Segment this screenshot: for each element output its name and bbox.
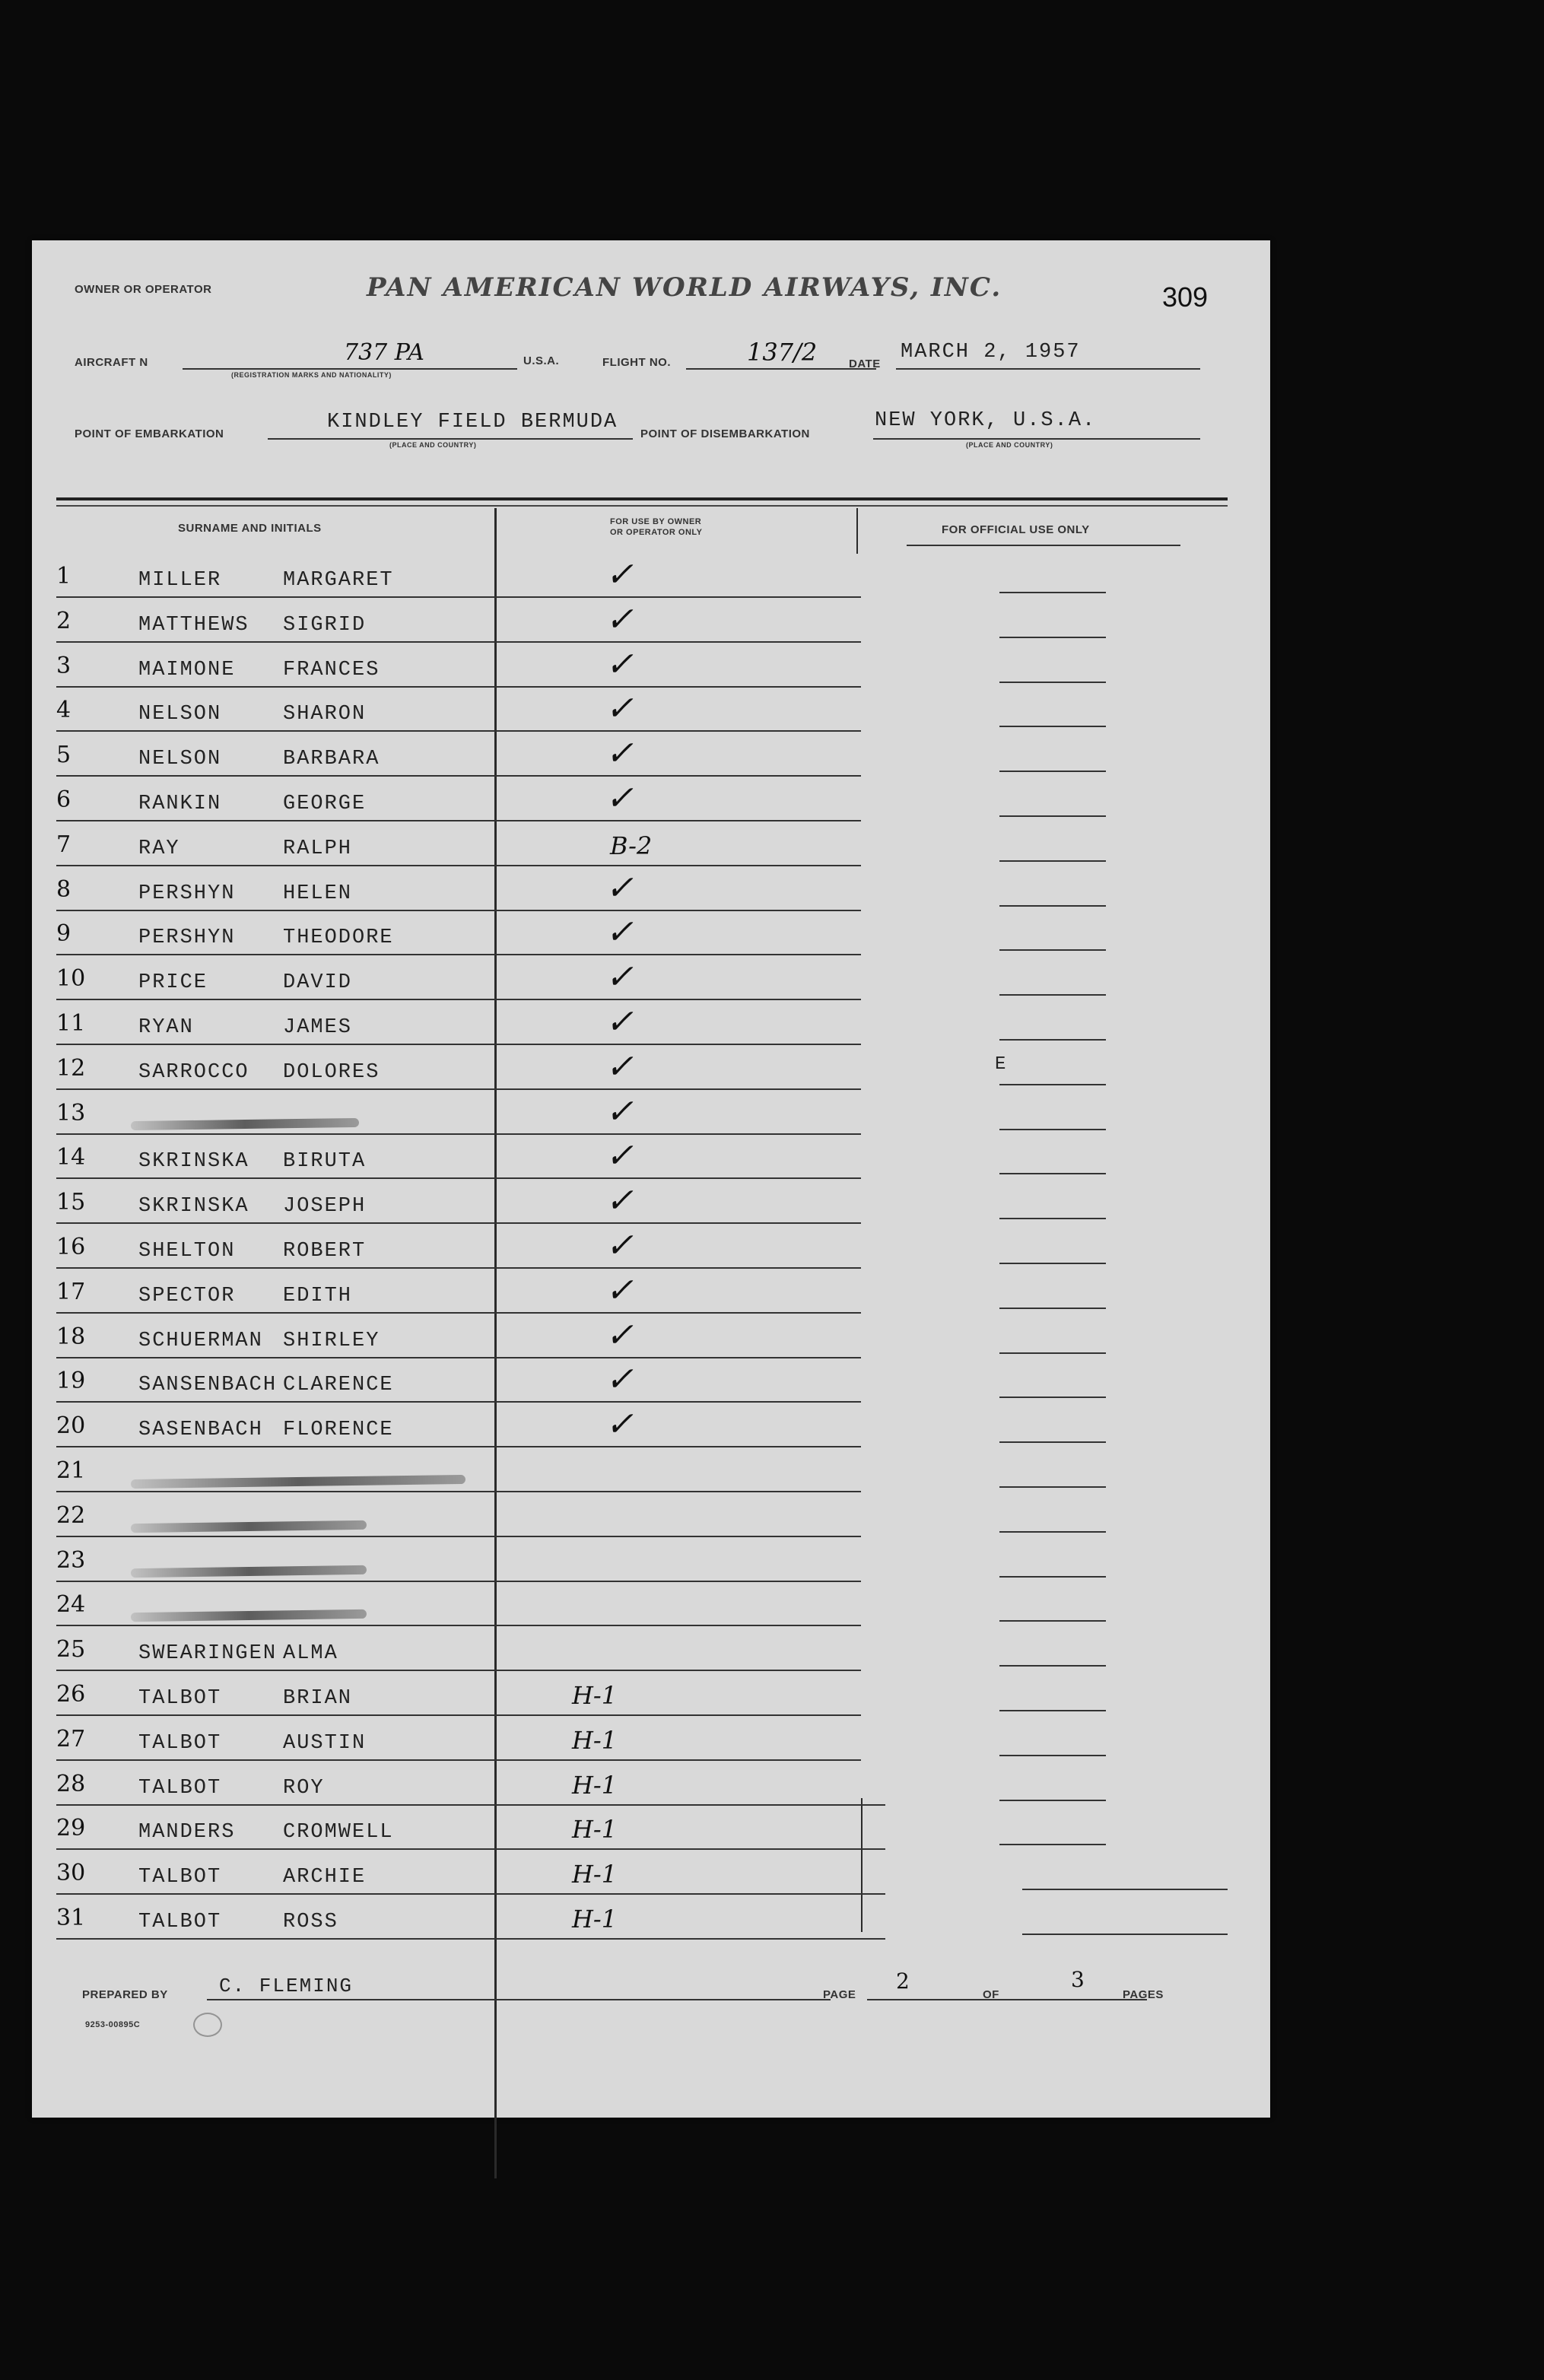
prepared-value: C. FLEMING <box>219 1975 354 1997</box>
official-rule <box>999 682 1106 683</box>
passenger-given-name: ALMA <box>283 1642 338 1665</box>
row-number: 11 <box>56 1010 86 1037</box>
pages-label: PAGES <box>1123 1988 1164 2001</box>
row-rule <box>56 1536 861 1537</box>
official-rule <box>999 860 1106 862</box>
row-number: 15 <box>56 1189 86 1215</box>
redaction-scribble <box>131 1565 367 1578</box>
page-value: 2 <box>896 1969 910 1994</box>
official-rule <box>999 1441 1106 1443</box>
passenger-surname: SWEARINGEN <box>138 1642 278 1665</box>
row-rule <box>56 1267 861 1269</box>
owner-mark: ✓ <box>605 869 634 907</box>
passenger-surname: TALBOT <box>138 1732 222 1755</box>
page-stamp: 309 <box>1162 281 1209 313</box>
official-rule <box>1022 1889 1228 1890</box>
row-number: 30 <box>56 1860 86 1886</box>
passenger-surname: TALBOT <box>138 1866 222 1889</box>
row-rule <box>56 1848 885 1850</box>
flight-label: FLIGHT NO. <box>602 356 671 369</box>
passenger-surname: MILLER <box>138 569 222 592</box>
owner-mark: H-1 <box>572 1726 618 1755</box>
row-number: 18 <box>56 1323 86 1350</box>
passenger-surname: SCHUERMAN <box>138 1330 263 1352</box>
row-number: 21 <box>56 1457 86 1484</box>
official-rule <box>999 592 1106 593</box>
flight-value: 137/2 <box>747 338 818 367</box>
passenger-given-name: ROSS <box>283 1911 338 1934</box>
passenger-surname: MAIMONE <box>138 659 236 682</box>
row-number: 14 <box>56 1144 86 1171</box>
official-rule <box>999 1308 1106 1309</box>
passenger-given-name: FLORENCE <box>283 1419 394 1441</box>
aircraft-underline <box>183 368 517 370</box>
row-number: 25 <box>56 1636 86 1663</box>
company-name: PAN AMERICAN WORLD AIRWAYS, INC. <box>367 272 1002 303</box>
official-rule <box>999 1173 1106 1174</box>
owner-mark: H-1 <box>572 1681 618 1710</box>
row-number: 12 <box>56 1055 86 1082</box>
official-rule <box>999 1844 1106 1845</box>
official-rule <box>999 815 1106 817</box>
passenger-surname: SKRINSKA <box>138 1195 249 1218</box>
row-number: 2 <box>56 608 71 634</box>
owner-mark: ✓ <box>605 1136 634 1175</box>
passenger-given-name: MARGARET <box>283 569 394 592</box>
official-rule <box>999 637 1106 638</box>
passenger-surname: NELSON <box>138 748 222 771</box>
disembark-underline <box>873 438 1200 440</box>
owner-mark: ✓ <box>605 1092 634 1131</box>
owner-label: OWNER OR OPERATOR <box>75 283 212 296</box>
date-label: DATE <box>849 357 881 370</box>
passenger-surname: MATTHEWS <box>138 614 249 637</box>
row-rule <box>56 1581 861 1582</box>
official-rule <box>999 1665 1106 1667</box>
row-number: 20 <box>56 1412 86 1439</box>
row-number: 24 <box>56 1591 86 1618</box>
row-rule <box>56 730 861 732</box>
official-rule <box>999 1620 1106 1622</box>
row-rule <box>56 1401 861 1403</box>
col-owner-header-2: OR OPERATOR ONLY <box>610 528 703 537</box>
official-rule <box>999 1129 1106 1130</box>
passenger-surname: PERSHYN <box>138 926 236 949</box>
official-rule <box>999 1039 1106 1041</box>
row-number: 5 <box>56 742 71 768</box>
row-rule <box>56 1312 861 1314</box>
disembark-label: POINT OF DISEMBARKATION <box>640 427 810 440</box>
passenger-given-name: ROY <box>283 1777 325 1800</box>
row-rule <box>56 1133 861 1135</box>
official-rule <box>999 1352 1106 1354</box>
date-underline <box>896 368 1200 370</box>
row-rule <box>56 1759 861 1761</box>
owner-mark: ✓ <box>605 1226 634 1265</box>
passenger-given-name: ROBERT <box>283 1240 367 1263</box>
col-surname-header: SURNAME AND INITIALS <box>178 522 322 535</box>
embark-label: POINT OF EMBARKATION <box>75 427 224 440</box>
owner-mark: ✓ <box>605 1003 634 1041</box>
passenger-surname: SHELTON <box>138 1240 236 1263</box>
form-code: 9253-00895C <box>85 2020 141 2029</box>
passenger-given-name: EDITH <box>283 1285 353 1308</box>
official-rule <box>999 771 1106 772</box>
row-rule <box>56 1044 861 1045</box>
passenger-surname: SPECTOR <box>138 1285 236 1308</box>
passenger-given-name: THEODORE <box>283 926 394 949</box>
official-rule <box>999 994 1106 996</box>
union-label-icon <box>193 2013 222 2037</box>
passenger-given-name: DOLORES <box>283 1061 380 1084</box>
row-number: 28 <box>56 1771 86 1797</box>
owner-mark: ✓ <box>605 645 634 684</box>
official-rule <box>1022 1934 1228 1935</box>
owner-mark: ✓ <box>605 555 634 594</box>
official-rule <box>999 1263 1106 1264</box>
row-rule <box>56 1804 885 1806</box>
row-rule <box>56 999 861 1000</box>
official-rule <box>999 1710 1106 1711</box>
aircraft-sub-label: (REGISTRATION MARKS AND NATIONALITY) <box>231 371 392 379</box>
row-number: 8 <box>56 876 71 903</box>
row-rule <box>56 1893 885 1895</box>
row-number: 6 <box>56 786 71 813</box>
owner-mark: B-2 <box>610 831 653 860</box>
row-number: 3 <box>56 653 71 679</box>
row-number: 27 <box>56 1726 86 1752</box>
passenger-surname: MANDERS <box>138 1821 236 1844</box>
row-rule <box>56 775 861 777</box>
row-rule <box>56 1177 861 1179</box>
row-number: 9 <box>56 920 71 947</box>
owner-mark: H-1 <box>572 1905 618 1934</box>
embark-value: KINDLEY FIELD BERMUDA <box>327 411 618 434</box>
passenger-surname: PERSHYN <box>138 882 236 905</box>
row-rule <box>56 1446 861 1447</box>
official-rule <box>999 1531 1106 1533</box>
owner-mark: ✓ <box>605 1271 634 1310</box>
official-mark-row12: E <box>995 1054 1008 1075</box>
passenger-given-name: JOSEPH <box>283 1195 367 1218</box>
usa-label: U.S.A. <box>523 354 560 367</box>
top-rule <box>56 497 1228 500</box>
official-rule <box>999 1397 1106 1398</box>
row-rule <box>56 1088 861 1090</box>
row-rule <box>56 1491 861 1492</box>
passenger-given-name: AUSTIN <box>283 1732 367 1755</box>
official-rule <box>999 1084 1106 1085</box>
row-rule <box>56 641 861 643</box>
row-rule <box>56 596 861 598</box>
row-rule <box>56 910 861 911</box>
row-rule <box>56 954 861 955</box>
passenger-given-name: ARCHIE <box>283 1866 367 1889</box>
passenger-surname: TALBOT <box>138 1687 222 1710</box>
owner-mark: ✓ <box>605 1047 634 1086</box>
row-number: 10 <box>56 965 86 992</box>
row-number: 29 <box>56 1815 86 1841</box>
owner-mark: ✓ <box>605 734 634 773</box>
owner-mark: H-1 <box>572 1771 618 1800</box>
passenger-given-name: BARBARA <box>283 748 380 771</box>
col-divider-3 <box>861 1798 863 1932</box>
owner-mark: ✓ <box>605 689 634 728</box>
passenger-given-name: CLARENCE <box>283 1374 394 1397</box>
disembark-sub-label: (PLACE AND COUNTRY) <box>966 441 1053 449</box>
prepared-label: PREPARED BY <box>82 1988 168 2001</box>
col-owner-header-1: FOR USE BY OWNER <box>610 517 702 526</box>
owner-mark: ✓ <box>605 779 634 818</box>
passenger-surname: SARROCCO <box>138 1061 249 1084</box>
passenger-surname: PRICE <box>138 971 208 994</box>
page-label: PAGE <box>823 1988 856 2001</box>
col-divider-1 <box>494 508 497 2178</box>
official-rule <box>999 1218 1106 1219</box>
passenger-surname: SASENBACH <box>138 1419 263 1441</box>
passenger-surname: RANKIN <box>138 793 222 815</box>
row-rule <box>56 1714 861 1716</box>
embark-sub-label: (PLACE AND COUNTRY) <box>389 441 477 449</box>
row-number: 23 <box>56 1547 86 1574</box>
passenger-given-name: BRIAN <box>283 1687 353 1710</box>
col-divider-2 <box>856 508 858 554</box>
of-value: 3 <box>1071 1967 1085 1992</box>
manifest-sheet <box>32 240 1270 2118</box>
owner-mark: ✓ <box>605 1181 634 1220</box>
row-number: 17 <box>56 1279 86 1305</box>
passenger-given-name: HELEN <box>283 882 353 905</box>
row-number: 4 <box>56 697 71 723</box>
redaction-scribble <box>131 1609 367 1622</box>
official-rule <box>999 1755 1106 1756</box>
owner-mark: ✓ <box>605 913 634 952</box>
redaction-scribble <box>131 1118 359 1130</box>
passenger-surname: NELSON <box>138 703 222 726</box>
disembark-value: NEW YORK, U.S.A. <box>875 409 1097 432</box>
passenger-given-name: JAMES <box>283 1016 353 1039</box>
passenger-surname: TALBOT <box>138 1911 222 1934</box>
passenger-given-name: FRANCES <box>283 659 380 682</box>
owner-mark: ✓ <box>605 600 634 639</box>
owner-mark: H-1 <box>572 1860 618 1889</box>
row-number: 31 <box>56 1905 86 1931</box>
aircraft-value: 737 PA <box>344 339 424 366</box>
official-rule <box>999 1486 1106 1488</box>
row-rule <box>56 1625 861 1626</box>
passenger-surname: RYAN <box>138 1016 194 1039</box>
owner-mark: ✓ <box>605 958 634 996</box>
embark-underline <box>268 438 633 440</box>
row-number: 7 <box>56 831 71 858</box>
passenger-given-name: DAVID <box>283 971 353 994</box>
row-number: 19 <box>56 1368 86 1394</box>
row-rule <box>56 820 861 821</box>
official-rule <box>999 1576 1106 1578</box>
passenger-surname: TALBOT <box>138 1777 222 1800</box>
owner-mark: ✓ <box>605 1316 634 1355</box>
passenger-given-name: BIRUTA <box>283 1150 367 1173</box>
official-rule <box>999 949 1106 951</box>
passenger-given-name: SHARON <box>283 703 367 726</box>
row-rule <box>56 1670 861 1671</box>
row-rule <box>56 686 861 688</box>
row-rule <box>56 1222 861 1224</box>
of-label: OF <box>983 1988 999 2001</box>
row-number: 16 <box>56 1234 86 1260</box>
date-value: MARCH 2, 1957 <box>901 341 1081 364</box>
official-rule <box>999 726 1106 727</box>
aircraft-label: AIRCRAFT N <box>75 356 148 369</box>
col-official-header: FOR OFFICIAL USE ONLY <box>942 523 1090 536</box>
passenger-surname: RAY <box>138 837 180 860</box>
passenger-given-name: SIGRID <box>283 614 367 637</box>
owner-mark: H-1 <box>572 1815 618 1844</box>
row-number: 13 <box>56 1100 86 1126</box>
redaction-scribble <box>131 1520 367 1533</box>
owner-mark: ✓ <box>605 1360 634 1399</box>
row-number: 1 <box>56 563 71 589</box>
row-number: 26 <box>56 1681 86 1708</box>
official-rule <box>999 1800 1106 1801</box>
flight-underline <box>686 368 876 370</box>
official-rule <box>999 905 1106 907</box>
owner-mark: ✓ <box>605 1405 634 1444</box>
row-rule <box>56 865 861 866</box>
passenger-surname: SKRINSKA <box>138 1150 249 1173</box>
passenger-surname: SANSENBACH <box>138 1374 278 1397</box>
prepared-underline <box>207 1999 831 2000</box>
official-header-underline <box>907 545 1180 546</box>
row-rule <box>56 1938 885 1940</box>
passenger-given-name: SHIRLEY <box>283 1330 380 1352</box>
top-rule-thin <box>56 505 1228 507</box>
passenger-given-name: GEORGE <box>283 793 367 815</box>
row-number: 22 <box>56 1502 86 1529</box>
passenger-given-name: RALPH <box>283 837 353 860</box>
redaction-scribble <box>131 1475 465 1489</box>
passenger-given-name: CROMWELL <box>283 1821 394 1844</box>
row-rule <box>56 1357 861 1358</box>
